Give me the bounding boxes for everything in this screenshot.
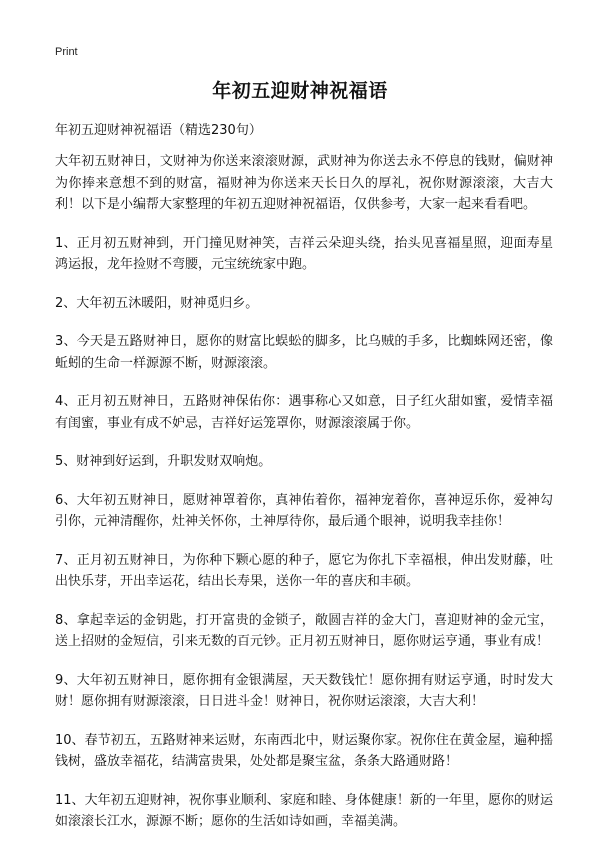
article-subtitle: 年初五迎财神祝福语（精选230句）: [55, 123, 262, 138]
blessing-item: 2、大年初五沐暖阳，财神觅归乡。: [55, 295, 259, 311]
blessing-item: 3、今天是五路财神日，愿你的财富比蜈蚣的脚多，比乌贼的手多，比蜘蛛网还密，像蚯蚓的生命一样源源不断，财源滚滚。: [55, 334, 553, 371]
blessing-item: 10、春节初五，五路财神来运财，东南西北中，财运聚你家。祝你住在黄金屋，遍种摇钱树，盛放幸福花，结满富贵果，处处都是聚宝盆，条条大路通财路！: [55, 732, 553, 769]
blessing-item: 1、正月初五财神到，开门撞见财神笑，吉祥云朵迎头绕，抬头见喜福星照，迎面寿星鸿运报，龙年捡财不弯腰，元宝统统家中跑。: [55, 235, 553, 272]
page-title: 年初五迎财神祝福语: [212, 80, 388, 102]
article-body: [55, 151, 553, 850]
blessing-item: 11、大年初五迎财神，祝你事业顺利、家庭和睦、身体健康！新的一年里，愿你的财运如滚滚长江水，源源不断；愿你的生活如诗如画，幸福美满。: [55, 792, 553, 829]
blessing-item: 8、拿起幸运的金钥匙，打开富贵的金锁子，敞圆吉祥的金大门，喜迎财神的金元宝，送上招财的金短信，引来无数的百元钞。正月初五财神日，愿你财运亨通，事业有成！: [55, 612, 553, 649]
blessing-item: 9、大年初五财神日，愿你拥有金银满屋，天天数钱忙！愿你拥有财运亨通，时时发大财！愿你拥有财源滚滚，日日进斗金！财神日，祝你财运滚滚，大吉大利！: [55, 672, 553, 709]
blessing-item: 7、正月初五财神日，为你种下颗心愿的种子，愿它为你扎下幸福根，伸出发财藤，吐出快乐芽，开出幸运花，结出长寿果，送你一年的喜庆和丰硕。: [55, 552, 553, 589]
blessing-item: 5、财神到好运到，升职发财双响炮。: [55, 454, 272, 469]
blessing-item: 4、正月初五财神日，五路财神保佑你：遇事称心又如意，日子红火甜如蜜，爱情幸福有闺蜜，事业有成不妒忌，吉祥好运笼罩你，财源滚滚属于你。: [55, 394, 553, 431]
blessing-item: 6、大年初五财神日，愿财神罩着你，真神佑着你，福神宠着你，喜神逗乐你，爱神勾引你，元神清醒你，灶神关怀你，土神厚待你，最后通个眼神，说明我幸挂你！: [55, 492, 553, 529]
print-link[interactable]: Print: [55, 46, 78, 58]
intro-paragraph: 大年初五财神日，文财神为你送来滚滚财源，武财神为你送去永不停息的钱财，偏财神为你捧来意想不到的财富，福财神为你送来天长日久的厚礼，祝你财源滚滚，大吉大利！以下是小编帮大家整理的年初五迎财神祝福语，仅供参考，大家一起来看看吧。: [55, 154, 553, 212]
